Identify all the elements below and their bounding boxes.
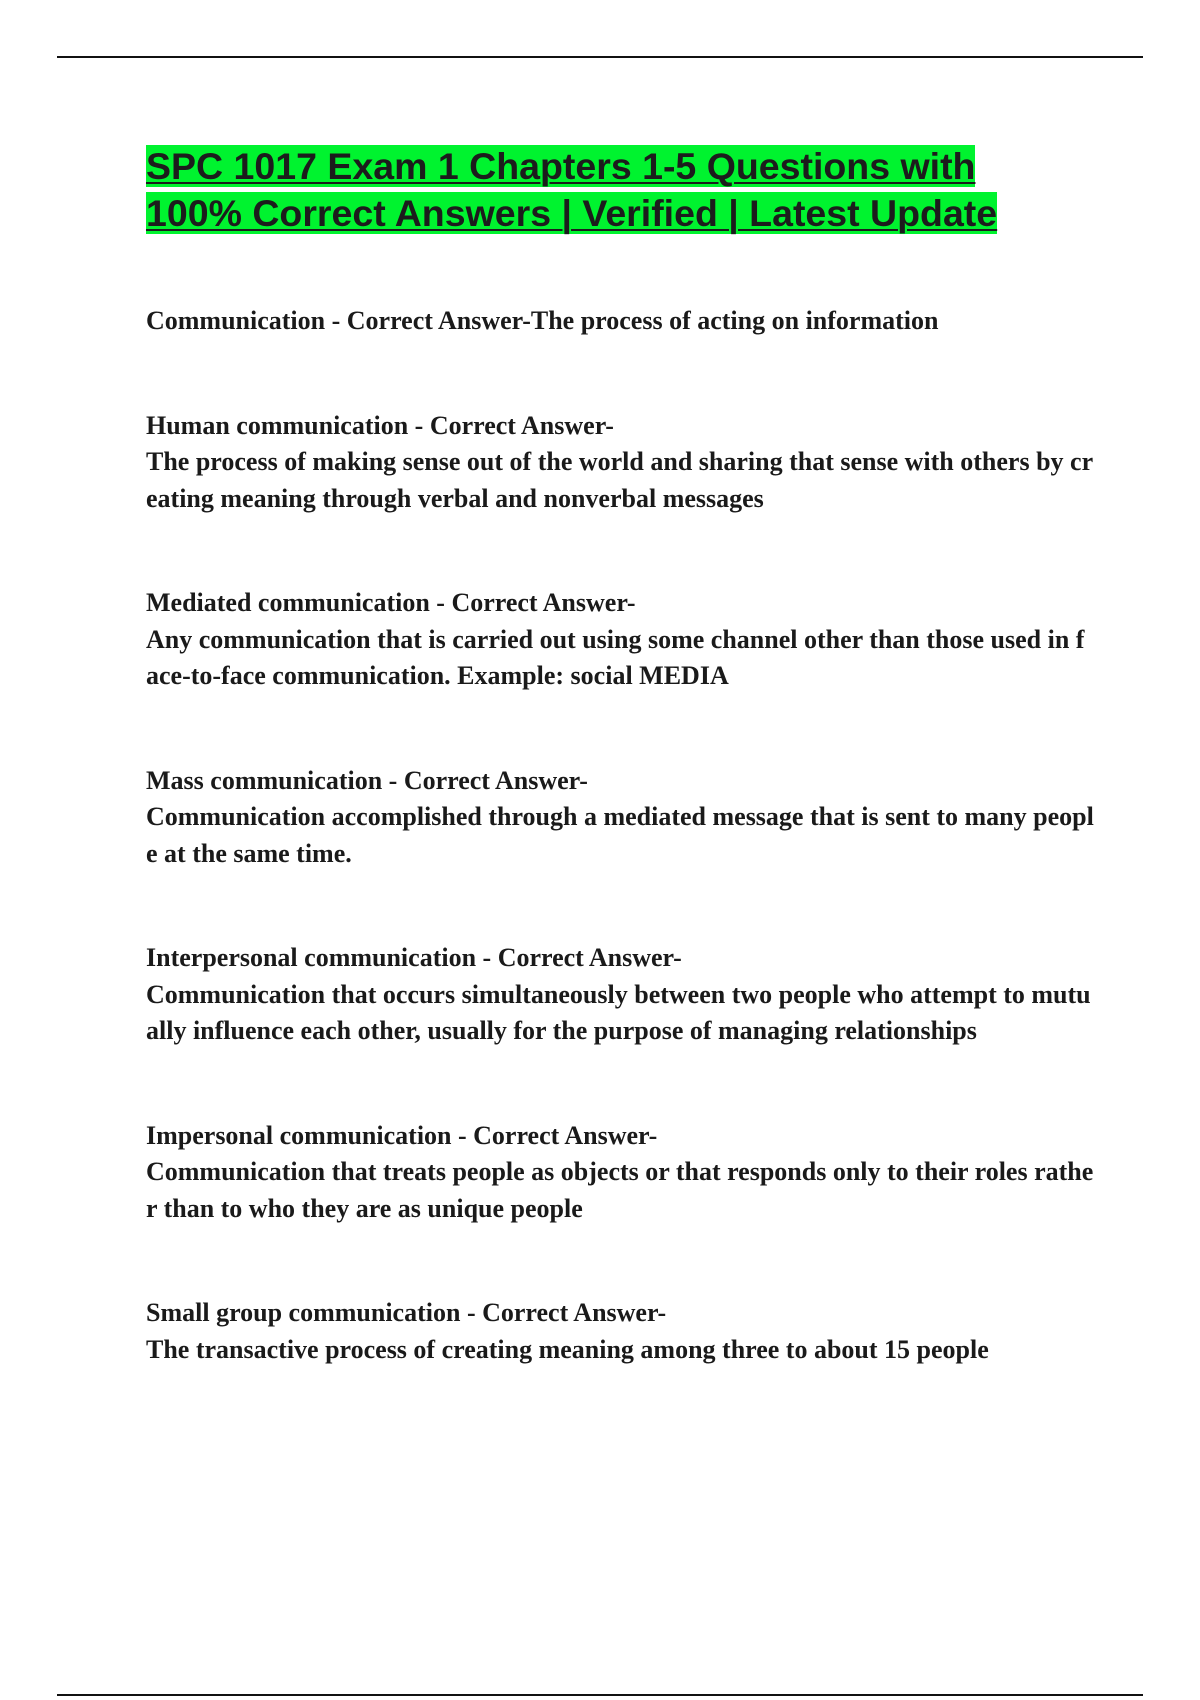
qa-entry bbox=[146, 585, 1096, 695]
qa-term: Mass communication - Correct Answer- bbox=[146, 765, 588, 795]
qa-list bbox=[146, 303, 1096, 1368]
footer-rule bbox=[57, 1694, 1143, 1696]
qa-answer: Communication accomplished through a mediated message that is sent to many people at the same time. bbox=[146, 802, 1094, 868]
title-line-2: 100% Correct Answers | Verified | Latest Update bbox=[146, 192, 998, 234]
qa-answer: The transactive process of creating meaning among three to about 15 people bbox=[146, 1334, 989, 1364]
qa-entry bbox=[146, 1295, 1096, 1368]
qa-entry bbox=[146, 1118, 1096, 1228]
qa-entry bbox=[146, 408, 1096, 518]
qa-answer: The process of acting on information bbox=[530, 306, 939, 335]
document-title bbox=[146, 143, 1096, 237]
qa-term: Communication - Correct Answer- bbox=[146, 306, 531, 335]
qa-term: Human communication - Correct Answer- bbox=[146, 410, 614, 440]
qa-answer: The process of making sense out of the world and sharing that sense with others by creating meaning through verbal and nonverbal messages bbox=[146, 447, 1094, 513]
qa-term: Small group communication - Correct Answer- bbox=[146, 1298, 667, 1327]
document-body bbox=[146, 143, 1096, 1436]
qa-answer: Communication that occurs simultaneously between two people who attempt to mutually influence each other, usually for the purpose of managing relationships bbox=[146, 979, 1091, 1045]
header-rule bbox=[57, 56, 1143, 58]
qa-answer: Any communication that is carried out using some channel other than those used in face-to-face communication. Example: social MEDIA bbox=[146, 624, 1085, 690]
title-line-1: SPC 1017 Exam 1 Chapters 1-5 Questions with bbox=[146, 145, 976, 187]
qa-entry bbox=[146, 763, 1096, 873]
qa-term: Mediated communication - Correct Answer- bbox=[146, 588, 636, 617]
qa-entry bbox=[146, 940, 1096, 1050]
qa-term: Impersonal communication - Correct Answer- bbox=[146, 1120, 658, 1150]
qa-answer: Communication that treats people as objects or that responds only to their roles rather than to who they are as unique people bbox=[146, 1157, 1094, 1223]
qa-entry bbox=[146, 303, 1096, 340]
qa-term: Interpersonal communication - Correct Answer- bbox=[146, 943, 682, 972]
